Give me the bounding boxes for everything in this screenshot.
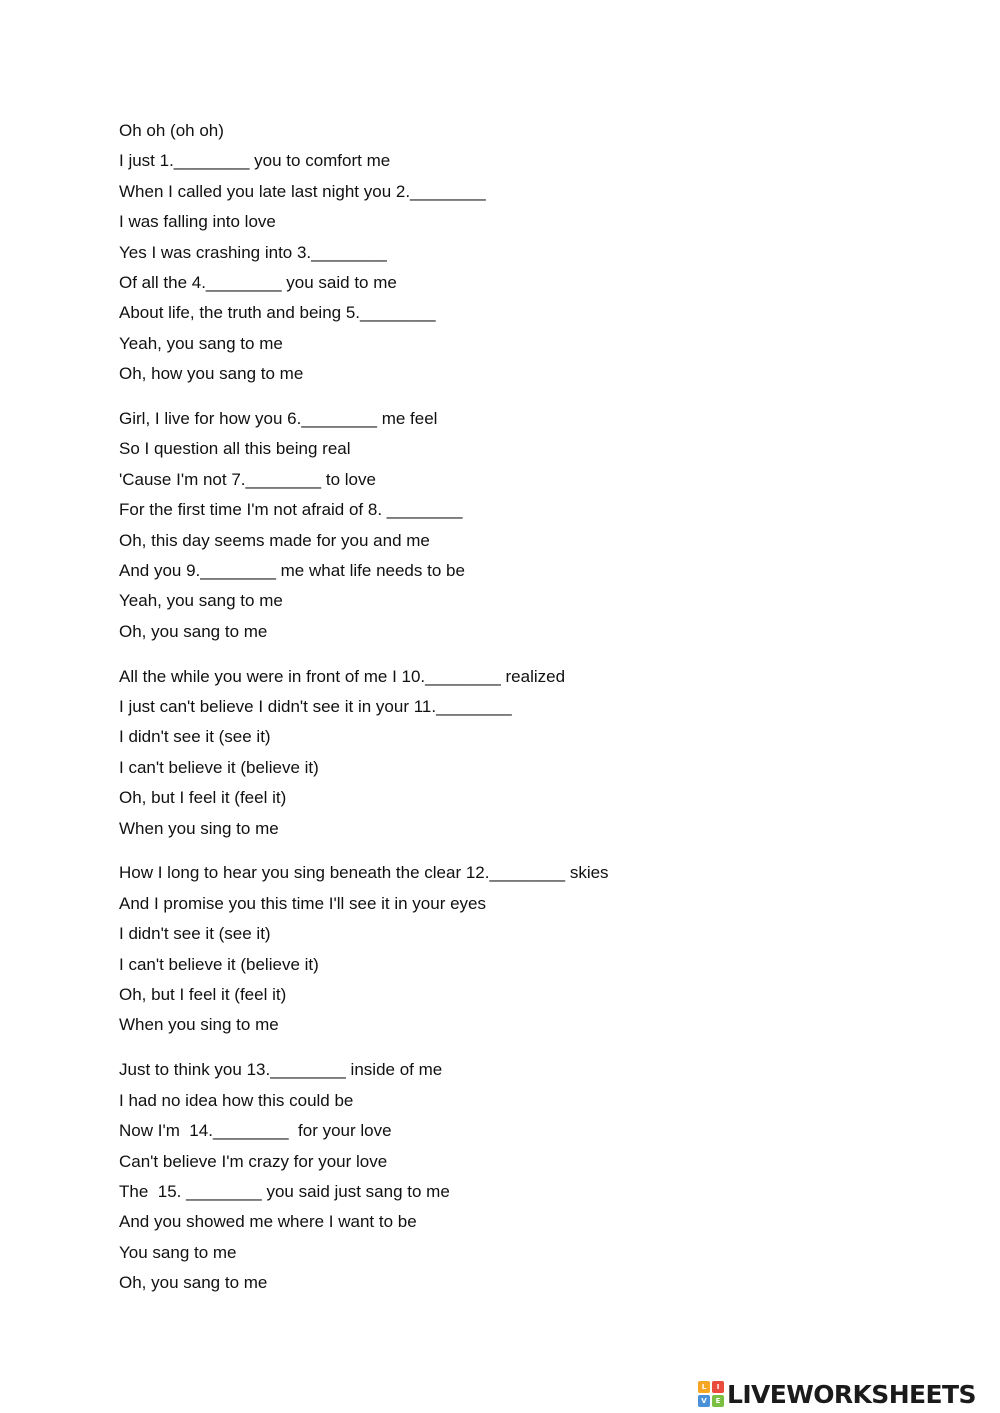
lyric-line: Yes I was crashing into 3.________ — [119, 242, 387, 262]
lyric-line: I can't believe it (believe it) — [119, 757, 319, 777]
stanza-2 — [119, 404, 879, 647]
lyrics-worksheet — [119, 116, 879, 1313]
lyric-line: Can't believe I'm crazy for your love — [119, 1151, 388, 1171]
stanza-3 — [119, 662, 879, 844]
lyric-line: Of all the 4.________ you said to me — [119, 272, 397, 292]
lyric-line: So I question all this being real — [119, 439, 351, 459]
lyric-line: When you sing to me — [119, 818, 279, 838]
lyric-line: Yeah, you sang to me — [119, 333, 283, 353]
lyric-line: Just to think you 13.________ inside of me — [119, 1060, 443, 1080]
lyric-line: Oh, but I feel it (feel it) — [119, 985, 287, 1005]
lyric-line: Oh, how you sang to me — [119, 364, 304, 384]
stanza-4 — [119, 858, 879, 1040]
lyric-line: About life, the truth and being 5.________ — [119, 303, 436, 323]
lyric-line: And I promise you this time I'll see it in your eyes — [119, 893, 487, 913]
liveworksheets-brand — [698, 1379, 976, 1409]
lyric-line: I didn't see it (see it) — [119, 727, 271, 747]
liveworksheets-logo-icon — [698, 1381, 724, 1407]
lyric-line: Oh, this day seems made for you and me — [119, 530, 430, 550]
lyric-line: You sang to me — [119, 1242, 237, 1262]
lyric-line: When I called you late last night you 2.________ — [119, 181, 486, 201]
lyric-line: For the first time I'm not afraid of 8. ________ — [119, 500, 463, 520]
logo-tile: I — [712, 1381, 724, 1393]
lyric-line: How I long to hear you sing beneath the clear 12.________ skies — [119, 863, 609, 883]
lyric-line: Oh oh (oh oh) — [119, 121, 224, 140]
stanza-1 — [119, 116, 879, 390]
lyric-line: I just 1.________ you to comfort me — [119, 151, 391, 171]
logo-tile: V — [698, 1395, 710, 1407]
lyric-line: I just can't believe I didn't see it in your 11.________ — [119, 697, 512, 717]
lyric-line: I had no idea how this could be — [119, 1090, 354, 1110]
lyric-line: When you sing to me — [119, 1015, 279, 1035]
lyric-line: The 15. ________ you said just sang to me — [119, 1181, 450, 1201]
lyric-line: I can't believe it (believe it) — [119, 954, 319, 974]
logo-tile: E — [712, 1395, 724, 1407]
lyric-line: Yeah, you sang to me — [119, 591, 283, 611]
lyric-line: Now I'm 14.________ for your love — [119, 1121, 392, 1141]
lyric-line: I was falling into love — [119, 212, 276, 232]
brand-wordmark: LIVEWORKSHEETS — [727, 1379, 976, 1409]
lyric-line: Oh, but I feel it (feel it) — [119, 788, 287, 808]
lyric-line: I didn't see it (see it) — [119, 924, 271, 944]
lyric-line: 'Cause I'm not 7.________ to love — [119, 469, 376, 489]
stanza-5 — [119, 1055, 879, 1298]
lyric-line: All the while you were in front of me I 10.________ realized — [119, 666, 566, 686]
lyric-line: And you 9.________ me what life needs to be — [119, 560, 465, 580]
lyric-line: Oh, you sang to me — [119, 1273, 268, 1293]
lyric-line: Girl, I live for how you 6.________ me feel — [119, 409, 438, 429]
logo-tile: L — [698, 1381, 710, 1393]
lyric-line: And you showed me where I want to be — [119, 1212, 417, 1232]
lyric-line: Oh, you sang to me — [119, 621, 268, 641]
